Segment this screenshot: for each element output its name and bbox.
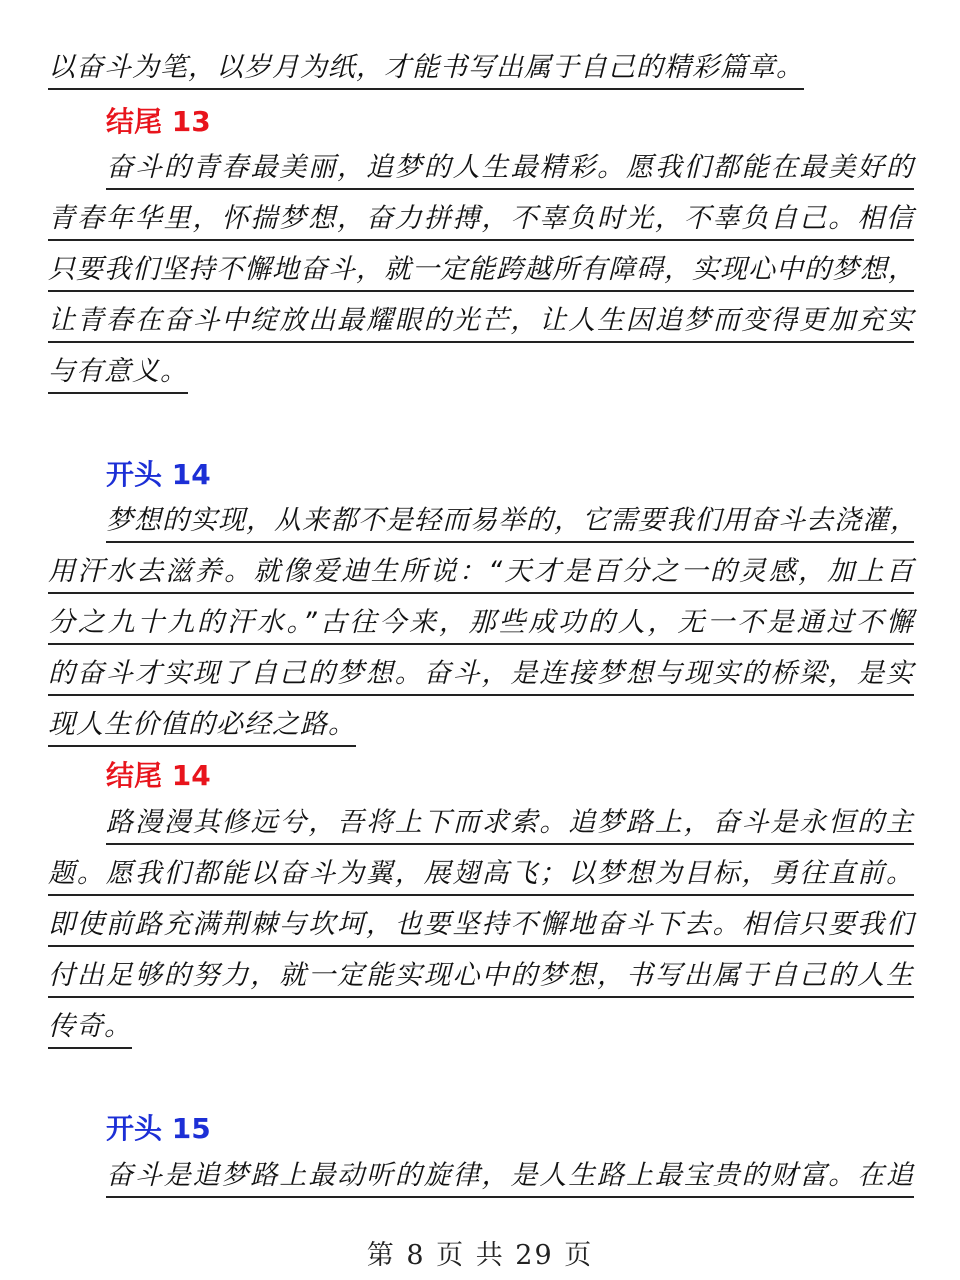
paragraph-line: 题。愿我们都能以奋斗为翼，展翅高飞；以梦想为目标，勇往直前。 bbox=[48, 854, 914, 896]
paragraph-line: 梦想的实现，从来都不是轻而易举的，它需要我们用奋斗去浇灌， bbox=[106, 501, 914, 543]
section-heading-ending-14: 结尾 14 bbox=[106, 759, 211, 792]
paragraph-line: 奋斗的青春最美丽，追梦的人生最精彩。愿我们都能在最美好的 bbox=[106, 148, 914, 190]
section-heading-opening-14: 开头 14 bbox=[106, 458, 211, 491]
paragraph-line: 传奇。 bbox=[48, 1007, 132, 1049]
section-heading-ending-13: 结尾 13 bbox=[106, 105, 211, 138]
paragraph-line: 只要我们坚持不懈地奋斗，就一定能跨越所有障碍，实现心中的梦想， bbox=[48, 250, 914, 292]
paragraph-line: 分之九十九的汗水。”古往今来，那些成功的人，无一不是通过不懈 bbox=[48, 603, 914, 645]
paragraph-line: 的奋斗才实现了自己的梦想。奋斗，是连接梦想与现实的桥梁，是实 bbox=[48, 654, 914, 696]
paragraph-line: 让青春在奋斗中绽放出最耀眼的光芒，让人生因追梦而变得更加充实 bbox=[48, 301, 914, 343]
paragraph-line: 付出足够的努力，就一定能实现心中的梦想，书写出属于自己的人生 bbox=[48, 956, 914, 998]
paragraph-line: 用汗水去滋养。就像爱迪生所说：“天才是百分之一的灵感，加上百 bbox=[48, 552, 914, 594]
section-heading-opening-15: 开头 15 bbox=[106, 1112, 211, 1145]
paragraph-line: 奋斗是追梦路上最动听的旋律，是人生路上最宝贵的财富。在追 bbox=[106, 1156, 914, 1198]
paragraph-line: 青春年华里，怀揣梦想，奋力拼搏，不辜负时光，不辜负自己。相信 bbox=[48, 199, 914, 241]
paragraph-line: 以奋斗为笔，以岁月为纸，才能书写出属于自己的精彩篇章。 bbox=[48, 48, 804, 90]
page-number-footer: 第 8 页 共 29 页 bbox=[366, 1240, 594, 1271]
paragraph-line: 路漫漫其修远兮，吾将上下而求索。追梦路上，奋斗是永恒的主 bbox=[106, 803, 914, 845]
paragraph-line: 即使前路充满荆棘与坎坷，也要坚持不懈地奋斗下去。相信只要我们 bbox=[48, 905, 914, 947]
paragraph-line: 现人生价值的必经之路。 bbox=[48, 705, 356, 747]
paragraph-line: 与有意义。 bbox=[48, 352, 188, 394]
